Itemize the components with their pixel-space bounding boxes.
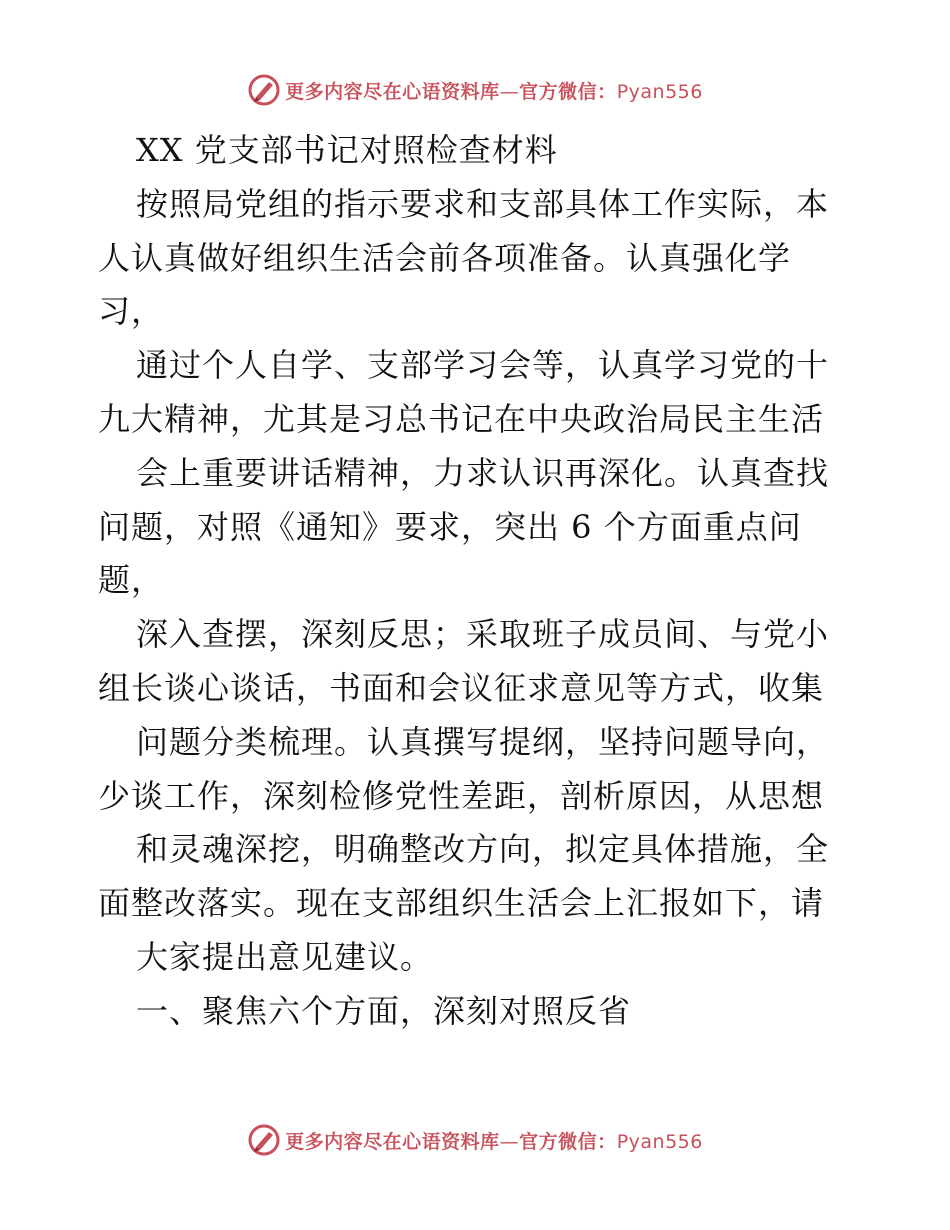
text-line: 和灵魂深挖，明确整改方向，拟定具体措施，全 <box>136 830 830 869</box>
text-line: 通过个人自学、支部学习会等，认真学习党的十 <box>136 346 830 385</box>
text-line: 面整改落实。现在支部组织生活会上汇报如下，请 <box>98 884 825 923</box>
watermark-text: 更多内容尽在心语资料库—官方微信：Pyan556 <box>285 80 703 103</box>
red-pen-logo-icon <box>247 1123 281 1157</box>
watermark-text: 更多内容尽在心语资料库—官方微信：Pyan556 <box>285 1130 703 1153</box>
text-line: 深入查摆，深刻反思；采取班子成员间、与党小 <box>136 615 830 654</box>
text-line: 习， <box>98 292 165 331</box>
text-line: 人认真做好组织生活会前各项准备。认真强化学 <box>98 238 792 277</box>
text-line: 少谈工作，深刻检修党性差距，剖析原因，从思想 <box>98 776 825 815</box>
text-line: 九大精神，尤其是习总书记在中央政治局民主生活 <box>98 399 825 438</box>
text-line: 题， <box>98 561 165 600</box>
watermark-footer <box>0 1120 950 1160</box>
text-line: 会上重要讲话精神，力求认识再深化。认真查找 <box>136 453 830 492</box>
text-line: 问题分类梳理。认真撰写提纲，坚持问题导向， <box>136 722 830 761</box>
text-line: 组长谈心谈话，书面和会议征求意见等方式，收集 <box>98 668 825 707</box>
red-pen-logo-icon <box>247 73 281 107</box>
text-line: 按照局党组的指示要求和支部具体工作实际，本 <box>136 184 830 223</box>
document-body <box>98 124 858 1039</box>
document-title: XX 党支部书记对照检查材料 <box>136 131 558 169</box>
text-line: 大家提出意见建议。 <box>136 937 434 976</box>
section-heading: 一、聚焦六个方面，深刻对照反省 <box>136 991 632 1030</box>
text-line: 问题，对照《通知》要求，突出 6 个方面重点问 <box>98 507 802 546</box>
watermark-header <box>0 70 950 110</box>
